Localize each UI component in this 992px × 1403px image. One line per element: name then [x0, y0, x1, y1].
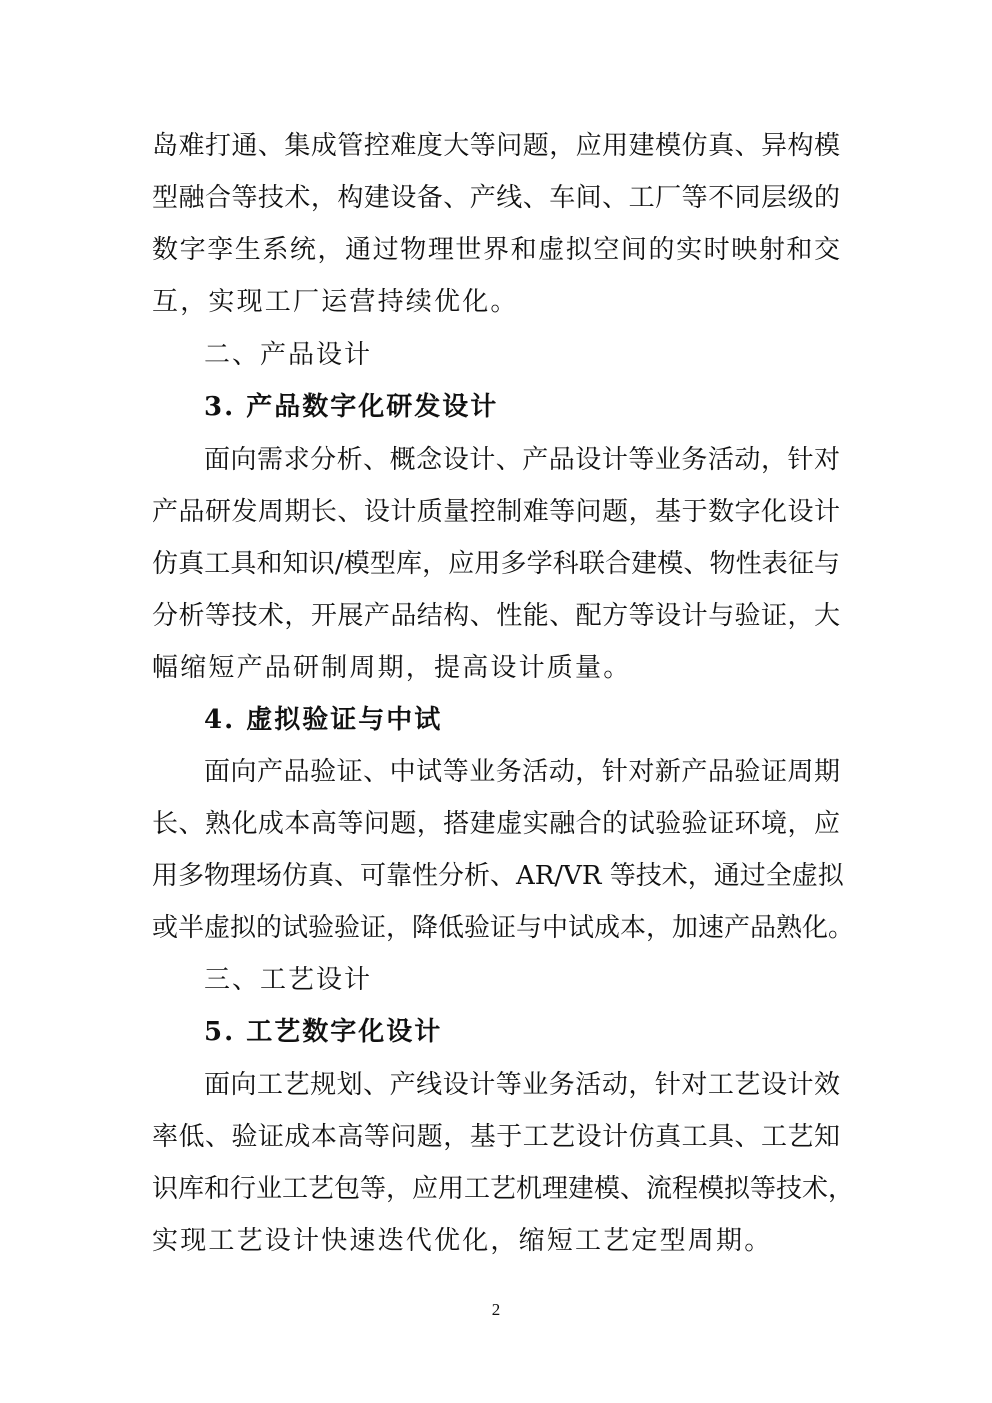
- paragraph-line: 长、熟化成本高等问题，搭建虚实融合的试验验证环境，应: [152, 809, 840, 839]
- paragraph-line: 数字孪生系统，通过物理世界和虚拟空间的实时映射和交: [152, 235, 840, 265]
- subsection-heading: 3. 产品数字化研发设计: [204, 392, 499, 422]
- paragraph-line: 仿真工具和知识/模型库，应用多学科联合建模、物性表征与: [152, 549, 840, 579]
- paragraph-line: 实现工艺设计快速迭代优化，缩短工艺定型周期。: [152, 1226, 773, 1256]
- paragraph-line: 率低、验证成本高等问题，基于工艺设计仿真工具、工艺知: [152, 1122, 840, 1152]
- paragraph-line: 幅缩短产品研制周期，提高设计质量。: [152, 653, 632, 683]
- paragraph-line: 面向需求分析、概念设计、产品设计等业务活动，针对: [204, 445, 840, 475]
- section-heading: 三、工艺设计: [204, 965, 373, 995]
- paragraph-line: 互，实现工厂运营持续优化。: [152, 287, 519, 317]
- subsection-heading: 4. 虚拟验证与中试: [204, 705, 443, 735]
- paragraph-line: 用多物理场仿真、可靠性分析、AR/VR 等技术，通过全虚拟: [152, 861, 844, 891]
- section-heading: 二、产品设计: [204, 340, 373, 370]
- paragraph-line: 岛难打通、集成管控难度大等问题，应用建模仿真、异构模: [152, 131, 840, 161]
- paragraph-line: 面向产品验证、中试等业务活动，针对新产品验证周期: [204, 757, 840, 787]
- subsection-heading: 5. 工艺数字化设计: [204, 1017, 443, 1047]
- paragraph-line: 分析等技术，开展产品结构、性能、配方等设计与验证，大: [152, 601, 840, 631]
- paragraph-line: 或半虚拟的试验验证，降低验证与中试成本，加速产品熟化。: [152, 913, 855, 943]
- paragraph-line: 产品研发周期长、设计质量控制难等问题，基于数字化设计: [152, 497, 840, 527]
- page-number: 2: [491, 1300, 501, 1319]
- paragraph-line: 型融合等技术，构建设备、产线、车间、工厂等不同层级的: [152, 183, 840, 213]
- paragraph-line: 识库和行业工艺包等，应用工艺机理建模、流程模拟等技术，: [152, 1174, 855, 1204]
- paragraph-line: 面向工艺规划、产线设计等业务活动，针对工艺设计效: [204, 1070, 840, 1100]
